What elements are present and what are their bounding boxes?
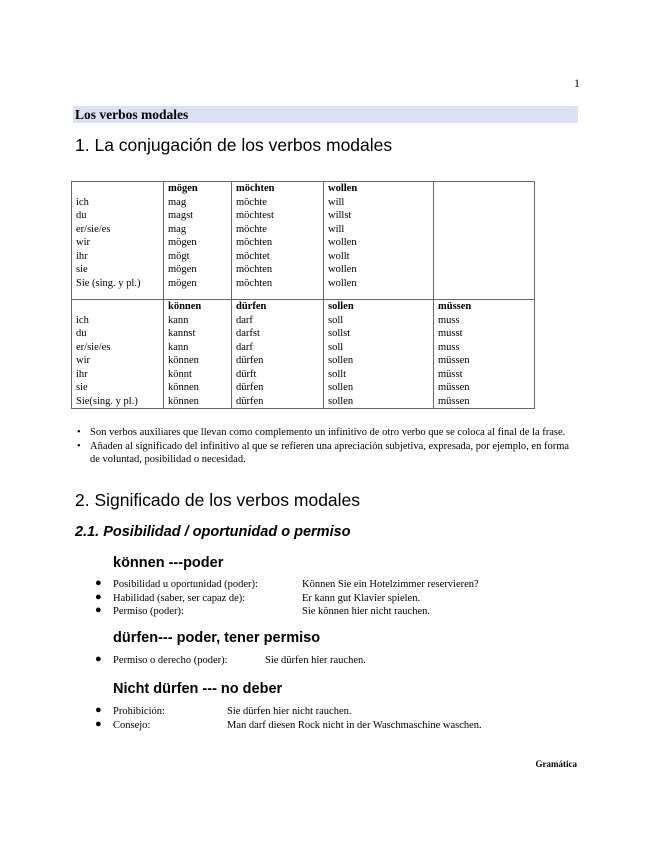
table1-pronoun-column xyxy=(72,196,164,300)
table1-header-cell xyxy=(72,182,164,196)
heading-possibility: 2.1. Posibilidad / oportunidad o permiso xyxy=(75,524,351,540)
table2-sollen-column xyxy=(324,314,434,409)
usage-example: Sie können hier nicht rauchen. xyxy=(302,606,430,617)
table-cell: ihr xyxy=(76,368,88,380)
table-cell: sollen xyxy=(328,355,354,366)
usage-example: Man darf diesen Rock nicht in der Waschmaschine waschen. xyxy=(227,719,482,731)
bullet-icon: ● xyxy=(95,577,102,589)
table-cell: wir xyxy=(76,355,90,366)
table1-header-cell xyxy=(434,182,535,196)
durfen-list xyxy=(95,654,575,668)
table-cell: müssen xyxy=(438,395,470,407)
table-cell: sollst xyxy=(328,328,351,339)
table-cell: dürfen xyxy=(236,355,264,366)
table2-header-row xyxy=(72,300,535,314)
table-cell: können xyxy=(168,395,199,407)
usage-term: Habilidad (saber, ser capaz de): xyxy=(113,592,246,604)
table-cell: darf xyxy=(236,341,253,353)
usage-example: Können Sie ein Hotelzimmer reservieren? xyxy=(302,579,479,590)
table-cell: darfst xyxy=(236,328,260,339)
table-cell: will xyxy=(328,196,345,208)
table2-durfen-column xyxy=(232,314,324,409)
usage-term: Permiso o derecho (poder): xyxy=(113,655,228,666)
table2-konnen-column xyxy=(164,314,232,409)
konnen-list xyxy=(95,578,575,619)
table-cell: musst xyxy=(438,328,463,339)
table-cell: müssen xyxy=(438,355,470,366)
table1-mochten-column xyxy=(232,196,324,300)
table-cell: Sie(sing. y pl.) xyxy=(76,395,138,407)
table-cell: sollen xyxy=(328,382,354,393)
table1-mogen-column xyxy=(164,196,232,300)
table-cell: wollen xyxy=(328,237,357,248)
nicht-durfen-list xyxy=(95,705,575,732)
list-item xyxy=(95,705,575,719)
table1-header-cell: möchten xyxy=(232,182,324,196)
heading-konnen: können ---poder xyxy=(113,555,224,571)
table2-header-cell: sollen xyxy=(324,300,434,314)
table-cell: ich xyxy=(76,196,89,208)
table-cell: kann xyxy=(168,314,189,326)
table-cell: dürfen xyxy=(236,382,264,393)
table1-body-row xyxy=(72,196,535,300)
bullet-icon: ● xyxy=(95,717,102,730)
usage-term: Consejo: xyxy=(113,719,151,731)
table-cell: möchtest xyxy=(236,210,274,221)
heading-nicht-durfen: Nicht dürfen --- no deber xyxy=(113,681,283,697)
table-cell: sollt xyxy=(328,368,347,380)
usage-example: Sie dürfen hier rauchen. xyxy=(265,655,366,666)
bullet-icon: ● xyxy=(95,653,102,665)
bullet-icon: ● xyxy=(95,704,102,716)
table1-header-cell: mögen xyxy=(164,182,232,196)
table-cell: dürft xyxy=(236,368,257,380)
table-cell: könnt xyxy=(168,368,192,380)
notes-list xyxy=(75,426,580,467)
table-cell: können xyxy=(168,355,199,366)
usage-term: Permiso (poder): xyxy=(113,606,184,617)
table-cell: muss xyxy=(438,341,460,353)
table-cell: willst xyxy=(328,210,352,221)
list-item xyxy=(95,605,575,619)
table2-mussen-column xyxy=(434,314,535,409)
table-cell: wollen xyxy=(328,264,357,275)
list-item xyxy=(75,440,580,467)
table-cell: mag xyxy=(168,223,187,235)
bullet-icon: ● xyxy=(95,590,102,603)
heading-conjugation: 1. La conjugación de los verbos modales xyxy=(75,135,393,155)
table-cell: kannst xyxy=(168,328,196,339)
table-cell: möchten xyxy=(236,277,273,289)
table-cell: sie xyxy=(76,382,88,393)
table2-header-cell: müssen xyxy=(434,300,535,314)
table2-body-row xyxy=(72,314,535,409)
table-cell: möchte xyxy=(236,223,267,235)
table-cell: mögen xyxy=(168,237,197,248)
table-cell: mögen xyxy=(168,264,197,275)
table1-empty-column xyxy=(434,196,535,300)
table-cell: wir xyxy=(76,237,90,248)
table2-header-cell: können xyxy=(164,300,232,314)
table-cell: wollen xyxy=(328,277,357,289)
table1-header-row xyxy=(72,182,535,196)
note-text: Son verbos auxiliares que llevan como complemento un infinitivo de otro verbo que se coloca al final de la frase. xyxy=(90,427,566,438)
table2-header-cell: dürfen xyxy=(232,300,324,314)
table-cell: mögen xyxy=(168,277,197,289)
table1-wollen-column xyxy=(324,196,434,300)
table-cell: dürfen xyxy=(236,395,264,407)
list-item xyxy=(95,578,575,592)
list-item xyxy=(95,719,575,733)
table-cell: möchte xyxy=(236,196,267,208)
bullet-icon: • xyxy=(77,427,81,438)
table-cell: mag xyxy=(168,196,187,208)
table-cell: ich xyxy=(76,314,89,326)
heading-durfen: dürfen--- poder, tener permiso xyxy=(113,630,321,646)
page-number: 1 xyxy=(574,76,580,90)
usage-term: Posibilidad u oportunidad (poder): xyxy=(113,579,258,590)
table-cell: will xyxy=(328,223,345,235)
table-cell: möchten xyxy=(236,237,273,248)
table-cell: sie xyxy=(76,264,88,275)
table-cell: möchtet xyxy=(236,250,270,262)
table-cell: du xyxy=(76,328,87,339)
page-footer: Gramática xyxy=(535,759,577,769)
usage-example: Er kann gut Klavier spielen. xyxy=(302,592,421,604)
table-cell: kann xyxy=(168,341,189,353)
table-cell: magst xyxy=(168,210,194,221)
table-cell: ihr xyxy=(76,250,88,262)
list-item xyxy=(95,654,575,668)
table-cell: soll xyxy=(328,341,344,353)
table-cell: wollt xyxy=(328,250,350,262)
table-cell: er/sie/es xyxy=(76,341,111,353)
table1-header-cell: wollen xyxy=(324,182,434,196)
table-cell: darf xyxy=(236,314,253,326)
section-banner: Los verbos modales xyxy=(73,106,578,123)
table-cell: sollen xyxy=(328,395,354,407)
table2-pronoun-column xyxy=(72,314,164,409)
table-cell: soll xyxy=(328,314,344,326)
list-item xyxy=(95,592,575,606)
table-cell: möchten xyxy=(236,264,273,275)
bullet-icon: ● xyxy=(95,604,102,616)
table-cell: müssen xyxy=(438,382,470,393)
heading-meaning: 2. Significado de los verbos modales xyxy=(75,490,361,510)
bullet-icon: • xyxy=(77,440,81,452)
table-cell: er/sie/es xyxy=(76,223,111,235)
table-cell: können xyxy=(168,382,199,393)
table-cell: du xyxy=(76,210,87,221)
table2-header-cell xyxy=(72,300,164,314)
table-cell: müsst xyxy=(438,368,463,380)
table-cell: mögt xyxy=(168,250,190,262)
usage-term: Prohibición: xyxy=(113,706,165,717)
conjugation-table xyxy=(71,181,535,409)
note-text: Añaden al significado del infinitivo al que se refieren una apreciación subjetiva, expresada, por ejemplo, en forma de voluntad, posibilidad o necesidad. xyxy=(90,440,570,465)
table-cell: Sie (sing. y pl.) xyxy=(76,277,141,289)
list-item xyxy=(75,426,580,440)
table-cell: muss xyxy=(438,314,460,326)
usage-example: Sie dürfen hier nicht rauchen. xyxy=(227,706,352,717)
